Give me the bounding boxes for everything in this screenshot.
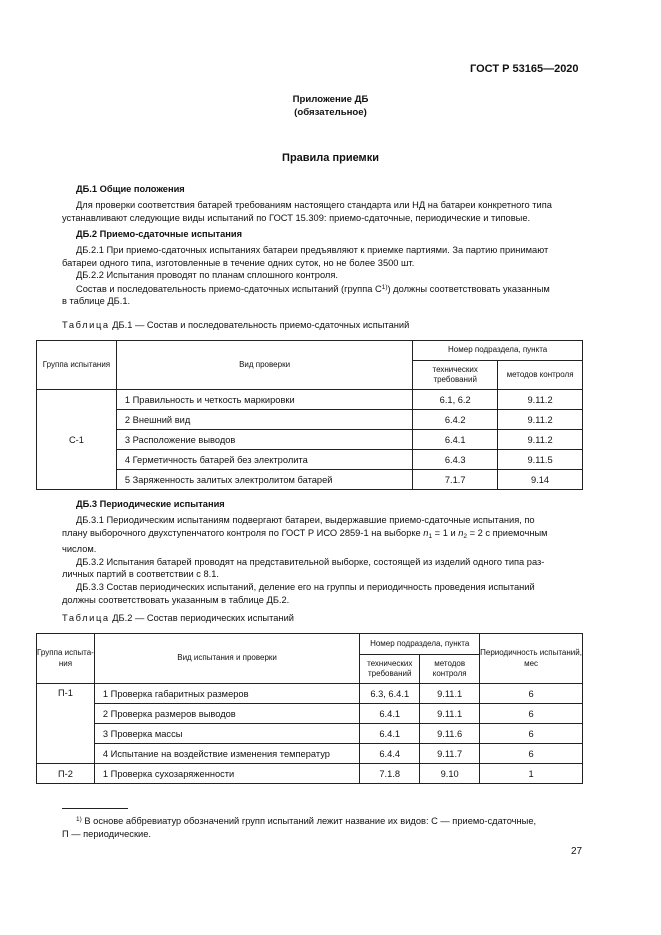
methods-cell: 9.10 [420,764,480,784]
variable-n: n [458,527,464,538]
footnote-ref: 1) [381,283,388,291]
subscript: 1 [428,532,433,540]
methods-cell: 9.11.5 [498,450,583,470]
tech-cell: 7.1.7 [413,470,498,490]
period-cell: 6 [480,724,583,744]
text-part: ) должны соответствовать указанным [387,283,550,294]
standard-number: ГОСТ Р 53165—2020 [470,63,579,75]
table-row [37,764,583,784]
tech-cell: 6.4.2 [413,410,498,430]
tech-cell: 6.4.4 [360,744,420,764]
methods-cell: 9.14 [498,470,583,490]
header-number: Номер подраздела, пункта [413,341,583,361]
text-line: в таблице ДБ.1. [62,296,131,307]
footnote-mark: 1) [76,816,82,823]
tech-cell: 7.1.8 [360,764,420,784]
table-row [37,410,583,430]
text-line: ДБ.3.1 Периодическим испытаниям подвергают батареи, выдержавшие приемо-сдаточные испытания, по [76,515,535,525]
header-tech: технических требований [360,655,420,684]
text-part: В основе аббревиатур обозначений групп испытаний лежит название их видов: С — приемо-сдаточные, [81,816,537,826]
kind-cell: 1 Проверка сухозаряженности [94,764,359,784]
group-cell: П-1 [37,684,95,764]
kind-cell: 1 Проверка габаритных размеров [94,684,359,704]
text-part: плану выборочного двухступенчатого контроля по ГОСТ Р ИСО 2859-1 на выборке [62,527,424,538]
kind-cell: 4 Герметичность батарей без электролита [116,450,412,470]
table-row [37,430,583,450]
caption-text: ДБ.1 — Состав и последовательность приемо-сдаточных испытаний [112,320,410,330]
period-cell: 1 [480,764,583,784]
appendix-subtitle: (обязательное) [294,107,367,118]
tech-cell: 6.4.1 [360,724,420,744]
text-line: ДБ.2.1 При приемо-сдаточных испытаниях батареи предъявляют к приемке партиями. За партию принимают [76,245,549,255]
table1-caption [62,320,409,330]
methods-cell: 9.11.1 [420,684,480,704]
footnote [62,814,586,840]
table-row [37,450,583,470]
table-row [37,684,583,704]
subscript: 2 [463,532,468,540]
page-number: 27 [571,846,583,857]
tech-cell: 6.4.1 [413,430,498,450]
period-cell: 6 [480,744,583,764]
methods-cell: 9.11.1 [420,704,480,724]
text-line: устанавливают следующие виды испытаний по ГОСТ 15.309: приемо-сдаточные, периодические и типовые. [62,212,531,223]
text-part: Состав и последовательность приемо-сдаточных испытаний (группа С [76,283,382,294]
table-db2 [36,633,583,784]
header-tech: технических требований [413,361,498,390]
appendix-title: Приложение ДБ [292,94,369,105]
text-line [62,527,586,544]
text-line [62,282,586,296]
section-db1-text [62,199,586,224]
kind-cell: 4 Испытание на воздействие изменения температур [94,744,359,764]
text-line: ДБ.3.3 Состав периодических испытаний, деление его на группы и периодичность проведения испытаний [76,581,535,592]
period-cell: 6 [480,684,583,704]
kind-cell: 1 Правильность и четкость маркировки [116,390,412,410]
table-row [37,704,583,724]
text-line [62,814,586,828]
kind-cell: 3 Проверка массы [94,724,359,744]
table-db1 [36,340,583,490]
methods-cell: 9.11.2 [498,390,583,410]
header-kind: Вид проверки [116,341,412,390]
tech-cell: 6.3, 6.4.1 [360,684,420,704]
tech-cell: 6.4.1 [360,704,420,724]
kind-cell: 2 Проверка размеров выводов [94,704,359,724]
tech-cell: 6.4.3 [413,450,498,470]
kind-cell: 2 Внешний вид [116,410,412,430]
text-line: числом. [62,544,97,555]
header-methods: методов контроля [420,655,480,684]
header-methods: методов контроля [498,361,583,390]
text-line: Для проверки соответствия батарей требованиям настоящего стандарта или НД на батареи конкретного типа [76,200,552,210]
text-line: личных партий в соответствии с 8.1. [62,569,219,580]
table-row [37,724,583,744]
section-db1-heading: ДБ.1 Общие положения [76,184,185,194]
text-line: ДБ.2.2 Испытания проводят по планам сплошного контроля. [76,270,338,281]
group-cell: П-2 [37,764,95,784]
kind-cell: 5 Заряженность залитых электролитом батарей [116,470,412,490]
caption-text: ДБ.2 — Состав периодических испытаний [112,613,294,623]
header-group: Группа испыта-ния [37,634,95,684]
text-part: = 1 и [432,527,459,538]
text-line: должны соответствовать указанным в таблице ДБ.2. [62,594,290,605]
kind-cell: 3 Расположение выводов [116,430,412,450]
header-number: Номер подраздела, пункта [360,634,480,655]
methods-cell: 9.11.7 [420,744,480,764]
caption-label: Таблица [62,613,110,623]
table-row [37,744,583,764]
section-db3-text [62,514,586,606]
text-line: П — периодические. [62,828,151,839]
table-row [37,470,583,490]
main-title: Правила приемки [282,152,379,164]
variable-n: n [423,527,429,538]
section-db2-text [62,244,586,308]
tech-cell: 6.1, 6.2 [413,390,498,410]
table2-caption [62,613,294,623]
section-db3-heading: ДБ.3 Периодические испытания [76,499,225,509]
text-line: батареи одного типа, изготовленные в течение одних суток, но не более 3500 шт. [62,257,415,268]
text-line: ДБ.3.2 Испытания батарей проводят на представительной выборке, состоящей из изделий одного типа раз- [76,556,545,567]
group-cell: С-1 [37,390,117,490]
caption-label: Таблица [62,320,110,330]
table-row [37,390,583,410]
header-period: Периодичность испытаний, мес [480,634,583,684]
footnote-divider [62,808,128,809]
appendix-heading [0,93,661,119]
header-group: Группа испытания [37,341,117,390]
text-part: = 2 с приемочным [467,527,548,538]
period-cell: 6 [480,704,583,724]
section-db2-heading: ДБ.2 Приемо-сдаточные испытания [76,229,243,239]
methods-cell: 9.11.2 [498,410,583,430]
methods-cell: 9.11.2 [498,430,583,450]
methods-cell: 9.11.6 [420,724,480,744]
header-kind: Вид испытания и проверки [94,634,359,684]
